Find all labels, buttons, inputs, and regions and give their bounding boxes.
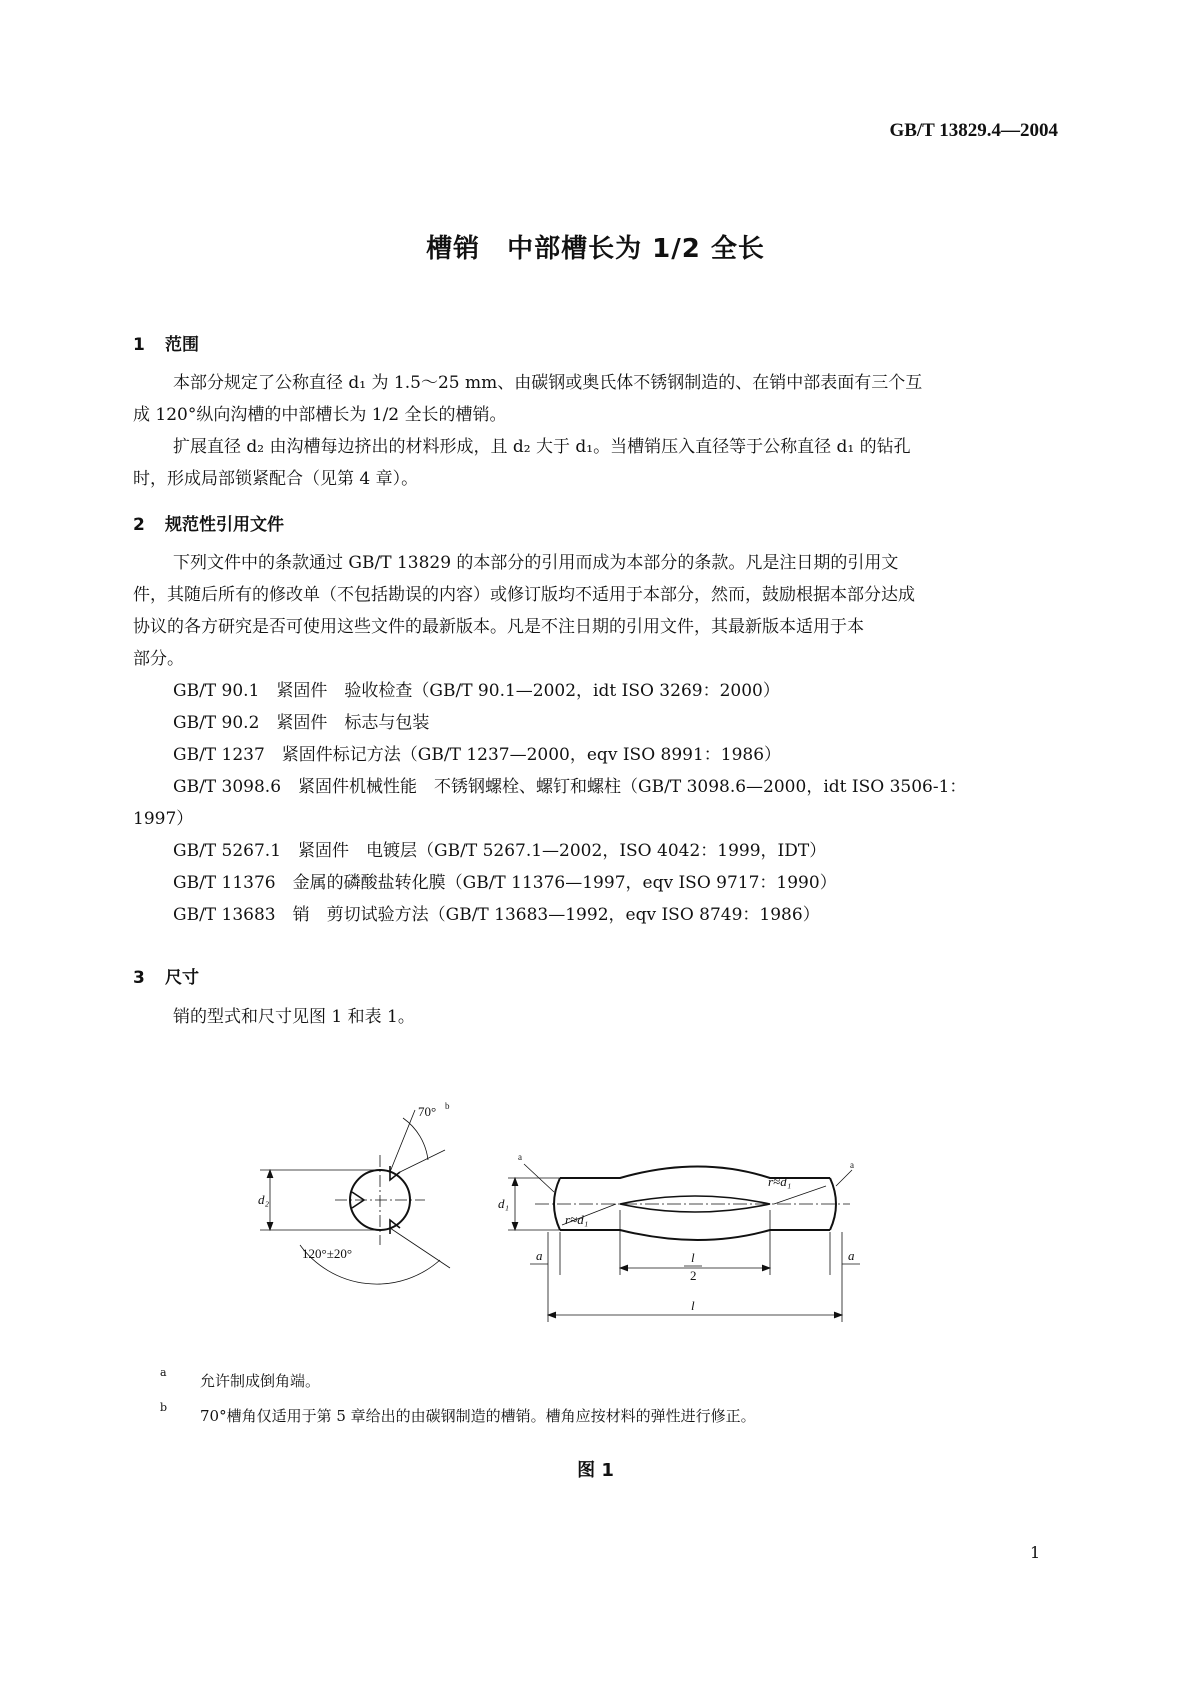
pin-cross-section [260, 1110, 450, 1284]
reference-item: GB/T 90.2 紧固件 标志与包装 [173, 713, 430, 733]
label-d1: d₁ [498, 1196, 510, 1211]
text-line: 成 120°纵向沟槽的中部槽长为 1/2 全长的槽销。 [133, 405, 507, 425]
note-marker: a [160, 1366, 167, 1379]
label-a-right: a [848, 1248, 855, 1263]
label-angle-120: 120°±20° [302, 1246, 353, 1261]
section-number: 3 [133, 968, 145, 988]
reference-item: GB/T 5267.1 紧固件 电镀层（GB/T 5267.1—2002，ISO 4042：1999，IDT） [173, 841, 827, 861]
section-title: 尺寸 [165, 968, 199, 988]
text-line: 下列文件中的条款通过 GB/T 13829 的本部分的引用而成为本部分的条款。凡是注日期的引用文 [173, 553, 899, 573]
note-marker: b [160, 1401, 168, 1414]
page-number: 1 [1030, 1543, 1041, 1562]
text-line: 本部分规定了公称直径 d₁ 为 1.5～25 mm、由碳钢或奥氏体不锈钢制造的、在销中部表面有三个互 [173, 373, 923, 393]
section-1-paragraph-1 [133, 367, 1058, 431]
reference-item: GB/T 90.1 紧固件 验收检查（GB/T 90.1—2002，idt ISO 3269：2000） [173, 681, 780, 701]
document-title: 槽销 中部槽长为 1/2 全长 [426, 234, 765, 264]
normative-references-list [133, 675, 1058, 931]
label-radius-left: r≈d₁ [565, 1212, 589, 1227]
text-line: 时，形成局部锁紧配合（见第 4 章）。 [133, 469, 419, 489]
reference-item: GB/T 11376 金属的磷酸盐转化膜（GB/T 11376—1997，eqv ISO 9717：1990） [173, 873, 837, 893]
section-2-paragraph [133, 547, 1058, 675]
label-half-length-denominator: 2 [690, 1268, 697, 1283]
figure-caption: 图 1 [577, 1460, 614, 1481]
section-number: 1 [133, 335, 145, 355]
reference-item-continuation: 1997） [133, 809, 194, 829]
reference-item: GB/T 13683 销 剪切试验方法（GB/T 13683—1992，eqv ISO 8749：1986） [173, 905, 820, 925]
section-title: 规范性引用文件 [165, 515, 284, 535]
label-d2: d₂ [258, 1192, 270, 1207]
standard-code: GB/T 13829.4—2004 [889, 120, 1058, 141]
label-radius-right: r≈d₁ [768, 1174, 792, 1189]
section-title: 范围 [165, 335, 199, 355]
label-half-length-numerator: l [691, 1250, 695, 1265]
figure-note-a [160, 1366, 321, 1391]
section-1-heading [133, 330, 199, 355]
section-1-paragraph-2 [133, 431, 1058, 495]
label-length: l [691, 1298, 695, 1313]
section-3-heading [133, 963, 199, 988]
text-line: 部分。 [133, 649, 184, 669]
note-text: 70°槽角仅适用于第 5 章给出的由碳钢制造的槽销。槽角应按材料的弹性进行修正。 [200, 1407, 756, 1425]
reference-item: GB/T 3098.6 紧固件机械性能 不锈钢螺栓、螺钉和螺柱（GB/T 3098.6—2000，idt ISO 3506-1： [173, 777, 967, 797]
label-angle-70: 70° [418, 1104, 437, 1119]
label-chamfer-note-right: a [850, 1160, 854, 1170]
section-3-paragraph [133, 1001, 1058, 1033]
pin-side-view [508, 1164, 860, 1322]
text-line: 件，其随后所有的修改单（不包括勘误的内容）或修订版均不适用于本部分，然而，鼓励根据本部分达成 [133, 585, 915, 605]
label-a-left: a [536, 1248, 543, 1263]
text-line: 扩展直径 d₂ 由沟槽每边挤出的材料形成，且 d₂ 大于 d₁。当槽销压入直径等于公称直径 d₁ 的钻孔 [173, 437, 911, 457]
note-text: 允许制成倒角端。 [200, 1372, 321, 1390]
reference-item: GB/T 1237 紧固件标记方法（GB/T 1237—2000，eqv ISO 8991：1986） [173, 745, 782, 765]
text-line: 协议的各方研究是否可使用这些文件的最新版本。凡是不注日期的引用文件，其最新版本适用于本 [133, 617, 864, 637]
label-angle-70-note: b [445, 1101, 450, 1111]
section-number: 2 [133, 515, 145, 535]
figure-1-drawing [240, 1100, 940, 1335]
section-2-heading [133, 510, 284, 535]
label-chamfer-note-left: a [518, 1152, 522, 1162]
figure-note-b [160, 1401, 756, 1426]
text-line: 销的型式和尺寸见图 1 和表 1。 [173, 1007, 415, 1027]
